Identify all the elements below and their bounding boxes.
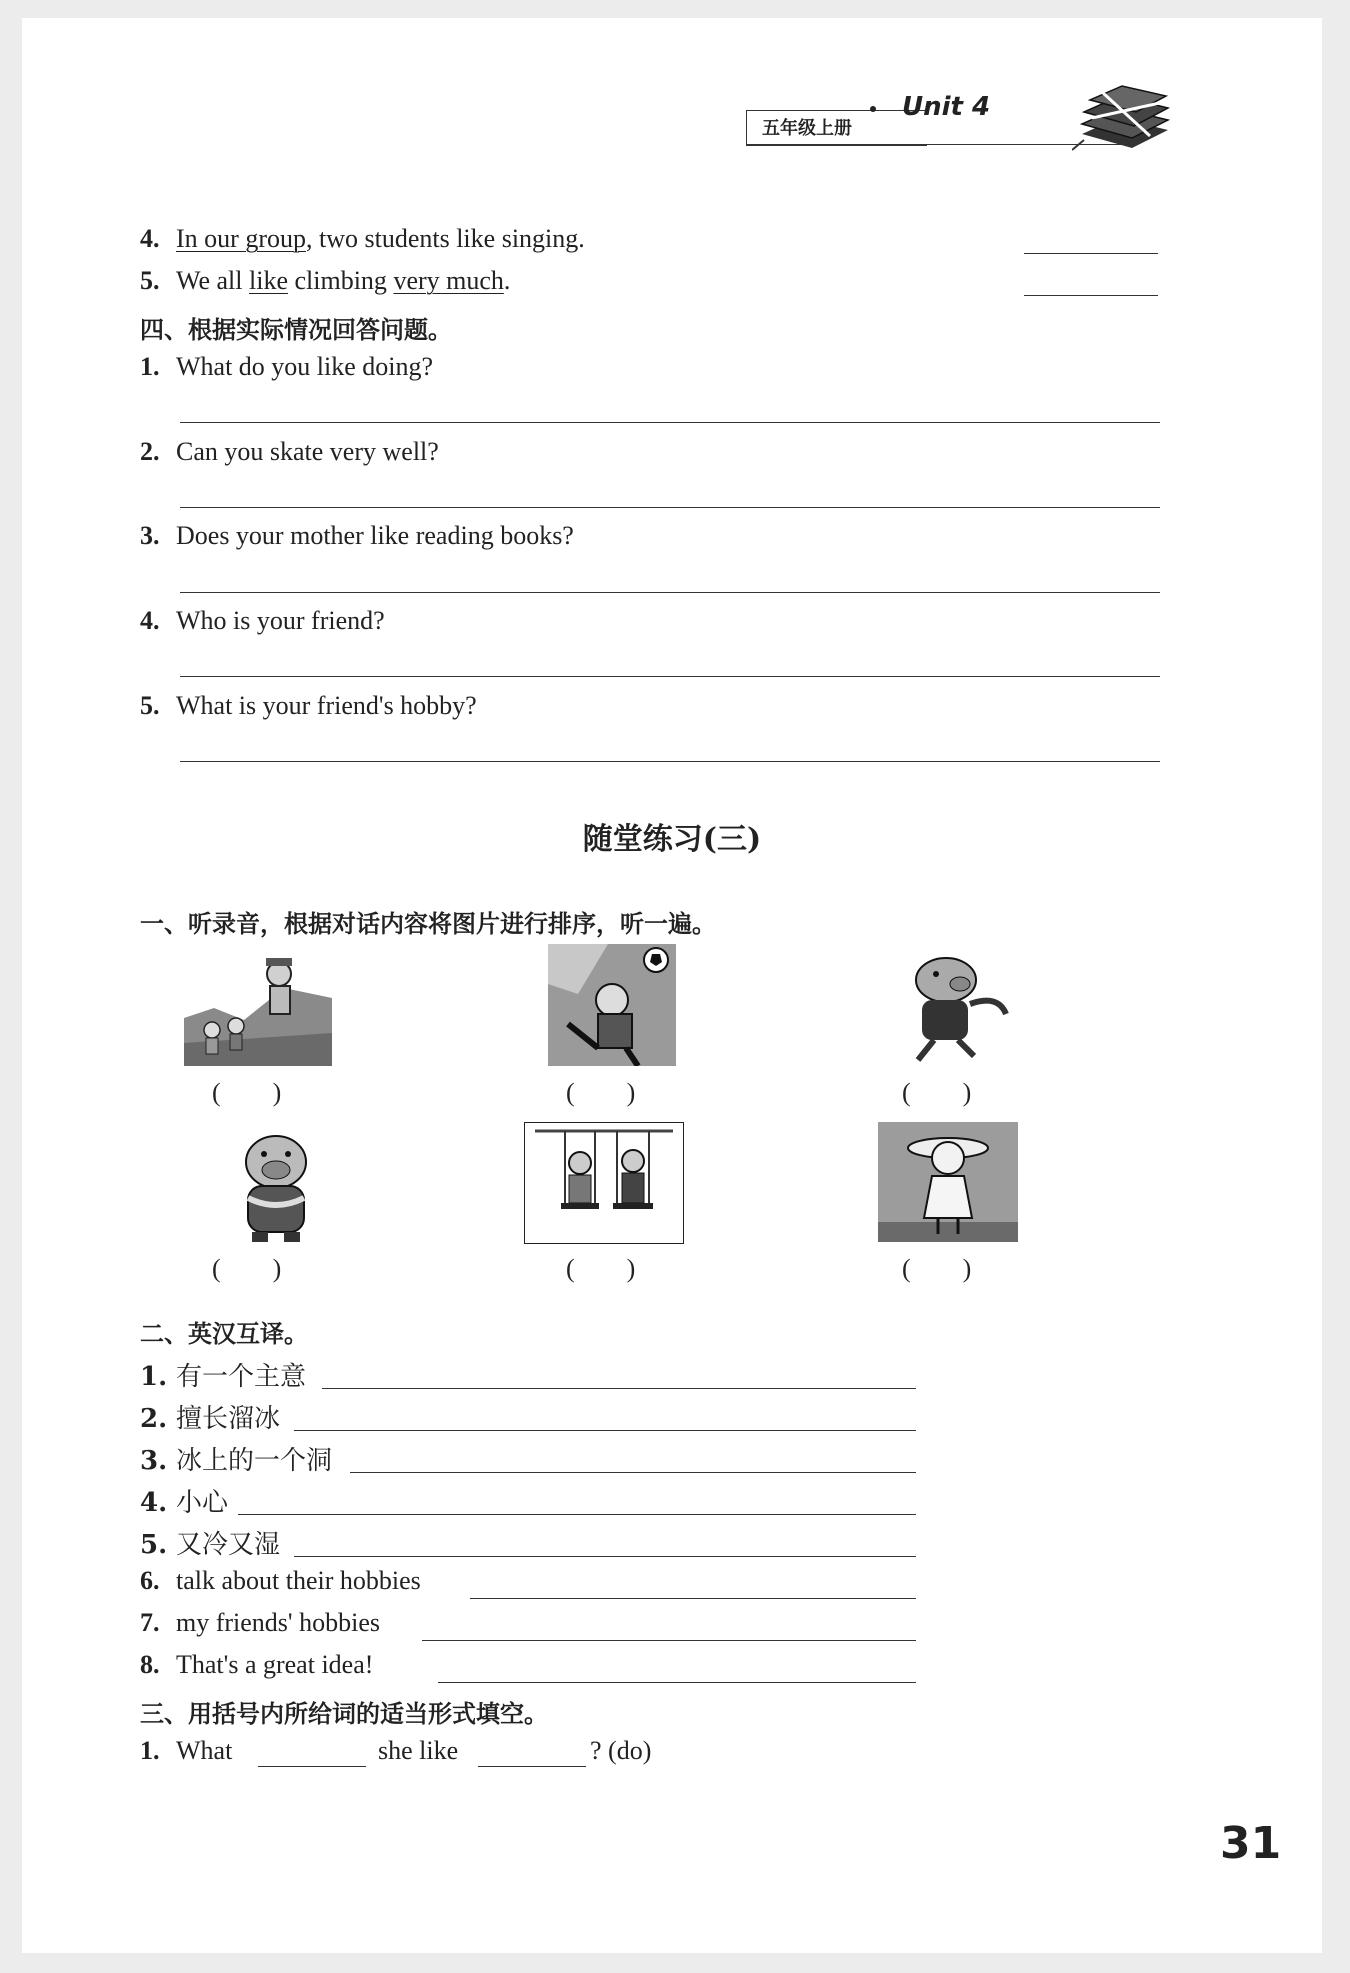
- dancing-pig-picture: [878, 944, 1014, 1066]
- football-boy-picture: [548, 944, 676, 1066]
- practice-title: 随堂练习(三): [582, 822, 762, 857]
- translate-item-7: 7. my friends' hobbies: [140, 1608, 380, 1637]
- answer-blank-top-5[interactable]: [1024, 295, 1158, 296]
- question-4: 4. Who is your friend?: [140, 606, 385, 635]
- question-1: 1. What do you like doing?: [140, 352, 434, 381]
- cold-pig-picture: [218, 1126, 336, 1246]
- swing-children-picture: [524, 1122, 684, 1244]
- header-dot: [870, 106, 876, 112]
- grade-label: 五年级上册: [762, 118, 852, 139]
- listen-title: 一、听录音，根据对话内容将图片进行排序，听一遍。: [140, 910, 716, 938]
- translate-blank-6[interactable]: [470, 1598, 916, 1599]
- order-paren-4[interactable]: ( ): [212, 1254, 282, 1283]
- fill-blank-1a[interactable]: [258, 1766, 366, 1767]
- top-item-4: 4. In our group, two students like singing.: [140, 224, 585, 253]
- answer-blank-top-4[interactable]: [1024, 253, 1158, 254]
- fill-item-1-hint: ? (do): [590, 1736, 652, 1765]
- section-4-title: 四、根据实际情况回答问题。: [140, 316, 452, 344]
- header-rule: [746, 144, 1126, 145]
- question-3: 3. Does your mother like reading books?: [140, 521, 574, 550]
- answer-line-5[interactable]: [180, 761, 1160, 762]
- answer-line-3[interactable]: [180, 592, 1160, 593]
- answer-line-4[interactable]: [180, 676, 1160, 677]
- books-icon: [1072, 78, 1172, 158]
- fill-item-1-middle: she like: [378, 1736, 459, 1765]
- translate-item-2: 2. 擅长溜冰: [140, 1404, 281, 1434]
- answer-line-2[interactable]: [180, 507, 1160, 508]
- order-paren-3[interactable]: ( ): [902, 1078, 972, 1107]
- top-item-5: 5. We all like climbing very much.: [140, 266, 511, 295]
- unit-label: Unit 4: [902, 92, 991, 122]
- order-paren-1[interactable]: ( ): [212, 1078, 282, 1107]
- worksheet-page: [22, 18, 1322, 1953]
- fill-item-1: 1. What: [140, 1736, 233, 1765]
- translate-item-8: 8. That's a great idea!: [140, 1650, 374, 1679]
- translate-blank-1[interactable]: [322, 1388, 916, 1389]
- translate-blank-2[interactable]: [294, 1430, 916, 1431]
- order-paren-5[interactable]: ( ): [566, 1254, 636, 1283]
- translate-item-4: 4. 小心: [140, 1488, 229, 1518]
- girl-hat-picture: [878, 1122, 1018, 1242]
- answer-line-1[interactable]: [180, 422, 1160, 423]
- order-paren-2[interactable]: ( ): [566, 1078, 636, 1107]
- translate-title: 二、英汉互译。: [140, 1320, 308, 1348]
- translate-blank-4[interactable]: [238, 1514, 916, 1515]
- page-number: 31: [1220, 1818, 1282, 1869]
- translate-item-5: 5. 又冷又湿: [140, 1530, 281, 1560]
- translate-item-1: 1. 有一个主意: [140, 1362, 307, 1392]
- translate-blank-5[interactable]: [294, 1556, 916, 1557]
- fill-title: 三、用括号内所给词的适当形式填空。: [140, 1700, 548, 1728]
- translate-blank-7[interactable]: [422, 1640, 916, 1641]
- translate-blank-3[interactable]: [350, 1472, 916, 1473]
- order-paren-6[interactable]: ( ): [902, 1254, 972, 1283]
- question-5: 5. What is your friend's hobby?: [140, 691, 477, 720]
- hiking-children-picture: [184, 948, 332, 1066]
- translate-item-3: 3. 冰上的一个洞: [140, 1446, 333, 1476]
- fill-blank-1b[interactable]: [478, 1766, 586, 1767]
- question-2: 2. Can you skate very well?: [140, 437, 439, 466]
- translate-blank-8[interactable]: [438, 1682, 916, 1683]
- translate-item-6: 6. talk about their hobbies: [140, 1566, 421, 1595]
